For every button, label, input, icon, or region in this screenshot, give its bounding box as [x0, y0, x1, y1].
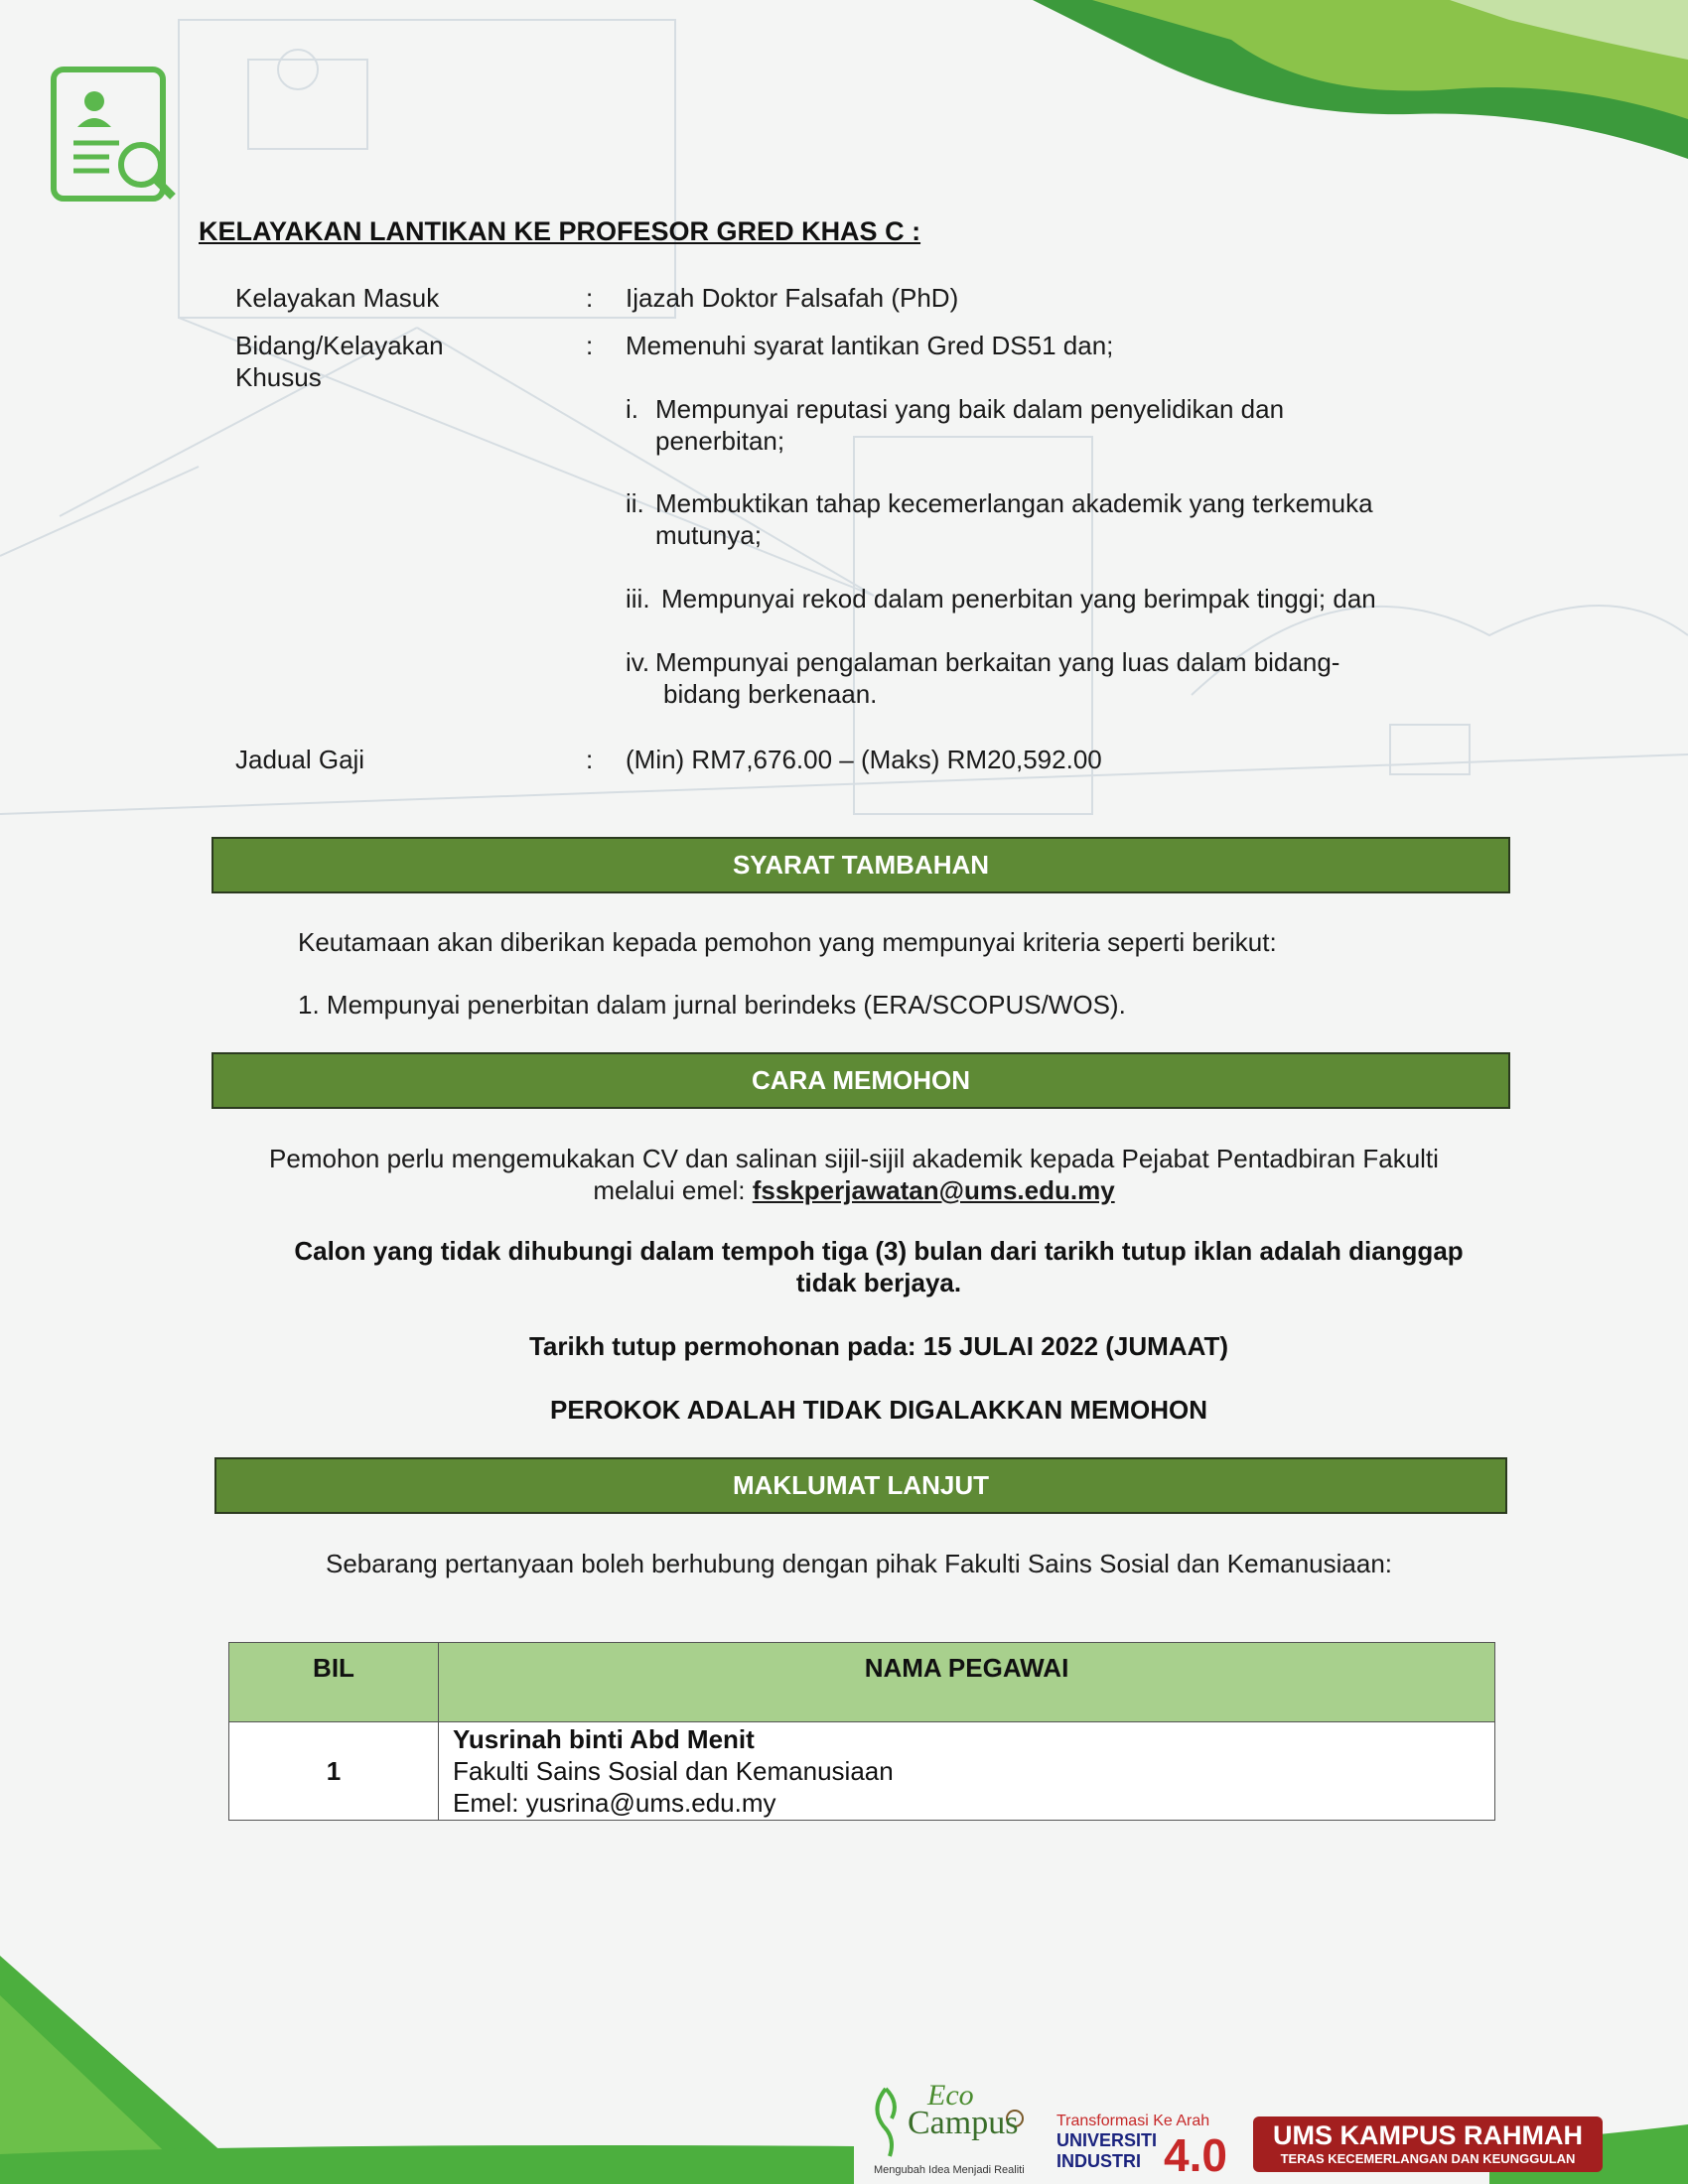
- criteria-number: ii.: [626, 488, 644, 518]
- closing-date: Tarikh tutup permohonan pada: 15 JULAI 2022 (JUMAAT): [528, 1331, 1228, 1361]
- colon: :: [586, 283, 594, 313]
- table-header-row: [229, 1643, 1495, 1722]
- rahmah-title: UMS KAMPUS RAHMAH: [1273, 2120, 1583, 2150]
- colon: :: [586, 331, 594, 360]
- criteria-item: [626, 646, 1440, 710]
- row-number: 1: [229, 1722, 439, 1821]
- salary-label: Jadual Gaji: [235, 745, 365, 774]
- criteria-text-cont: penerbitan;: [655, 426, 785, 456]
- maklumat-intro: Sebarang pertanyaan boleh berhubung dengan pihak Fakulti Sains Sosial dan Kemanusiaan:: [326, 1549, 1392, 1578]
- smoking-notice: PEROKOK ADALAH TIDAK DIGALAKKAN MEMOHON: [549, 1395, 1207, 1425]
- syarat-section-header: SYARAT TAMBAHAN: [211, 837, 1510, 893]
- kampus-rahmah-logo: [1253, 2116, 1603, 2172]
- industry-4-logo: [1056, 2113, 1227, 2181]
- syarat-intro: Keutamaan akan diberikan kepada pemohon yang mempunyai kriteria seperti berikut:: [298, 927, 1277, 957]
- application-email-link[interactable]: fsskperjawatan@ums.edu.my: [752, 1175, 1115, 1205]
- cara-instruction: Pemohon perlu mengemukakan CV dan salinan sijil-sijil akademik kepada Pejabat Pentadbiran Fakulti: [269, 1144, 1439, 1173]
- notice-line-2: tidak berjaya.: [795, 1268, 962, 1297]
- criteria-number: iii.: [626, 584, 650, 614]
- eco-tagline: Mengubah Idea Menjadi Realiti: [874, 2164, 1025, 2176]
- top-right-swoosh: [1033, 0, 1688, 199]
- column-header-nama: NAMA PEGAWAI: [439, 1643, 1495, 1722]
- cara-section-header: CARA MEMOHON: [211, 1052, 1510, 1109]
- criteria-text: Mempunyai pengalaman berkaitan yang luas dalam bidang-: [655, 647, 1340, 677]
- eco-text: Eco: [927, 2079, 974, 2112]
- criteria-text-cont: mutunya;: [655, 520, 762, 550]
- eco-campus-logo: [866, 2079, 1025, 2176]
- contact-table: [228, 1642, 1495, 1821]
- criteria-item: [626, 487, 1440, 551]
- criteria-item: [626, 393, 1440, 457]
- four-point-zero: 4.0: [1164, 2129, 1227, 2181]
- field-label-1: Bidang/Kelayakan: [235, 331, 444, 360]
- colon: :: [586, 745, 594, 774]
- criteria-item: [626, 583, 1440, 614]
- cara-email-line: [199, 1175, 1509, 1206]
- criteria-text: Mempunyai reputasi yang baik dalam penyelidikan dan: [655, 394, 1285, 424]
- criteria-text: Membuktikan tahap kecemerlangan akademik yang terkemuka: [655, 488, 1373, 518]
- syarat-item: 1. Mempunyai penerbitan dalam jurnal berindeks (ERA/SCOPUS/WOS).: [298, 990, 1126, 1020]
- entry-label: Kelayakan Masuk: [235, 283, 440, 313]
- officer-email[interactable]: Emel: yusrina@ums.edu.my: [453, 1788, 776, 1818]
- officer-faculty: Fakulti Sains Sosial dan Kemanusiaan: [453, 1756, 894, 1786]
- campus-text: Campus: [908, 2105, 1019, 2141]
- rahmah-subtitle: TERAS KECEMERLANGAN DAN KEUNGGULAN: [1280, 2151, 1576, 2166]
- notice-line-1: Calon yang tidak dihubungi dalam tempoh tiga (3) bulan dari tarikh tutup iklan adalah dianggap: [294, 1236, 1464, 1266]
- transform-text: Transformasi Ke Arah: [1056, 2113, 1210, 2129]
- criteria-text: Mempunyai rekod dalam penerbitan yang berimpak tinggi; dan: [661, 584, 1376, 614]
- officer-name: Yusrinah binti Abd Menit: [453, 1724, 755, 1754]
- salary-value: (Min) RM7,676.00 – (Maks) RM20,592.00: [626, 745, 1102, 774]
- maklumat-section-header: MAKLUMAT LANJUT: [214, 1457, 1507, 1514]
- column-header-bil: BIL: [229, 1643, 439, 1722]
- email-prefix: melalui emel:: [593, 1175, 746, 1205]
- entry-value: Ijazah Doktor Falsafah (PhD): [626, 283, 959, 313]
- document-search-icon: [50, 66, 179, 209]
- field-label-2: Khusus: [235, 362, 322, 392]
- criteria-text-cont: bidang berkenaan.: [663, 679, 878, 709]
- page-heading: KELAYAKAN LANTIKAN KE PROFESOR GRED KHAS C :: [199, 216, 921, 246]
- officer-cell: [439, 1722, 1495, 1821]
- criteria-number: iv.: [626, 647, 650, 677]
- universiti-text: UNIVERSITI: [1056, 2130, 1158, 2150]
- industri-text: INDUSTRI: [1056, 2151, 1141, 2171]
- table-row: [229, 1722, 1495, 1821]
- criteria-number: i.: [626, 394, 638, 424]
- field-value: Memenuhi syarat lantikan Gred DS51 dan;: [626, 331, 1114, 360]
